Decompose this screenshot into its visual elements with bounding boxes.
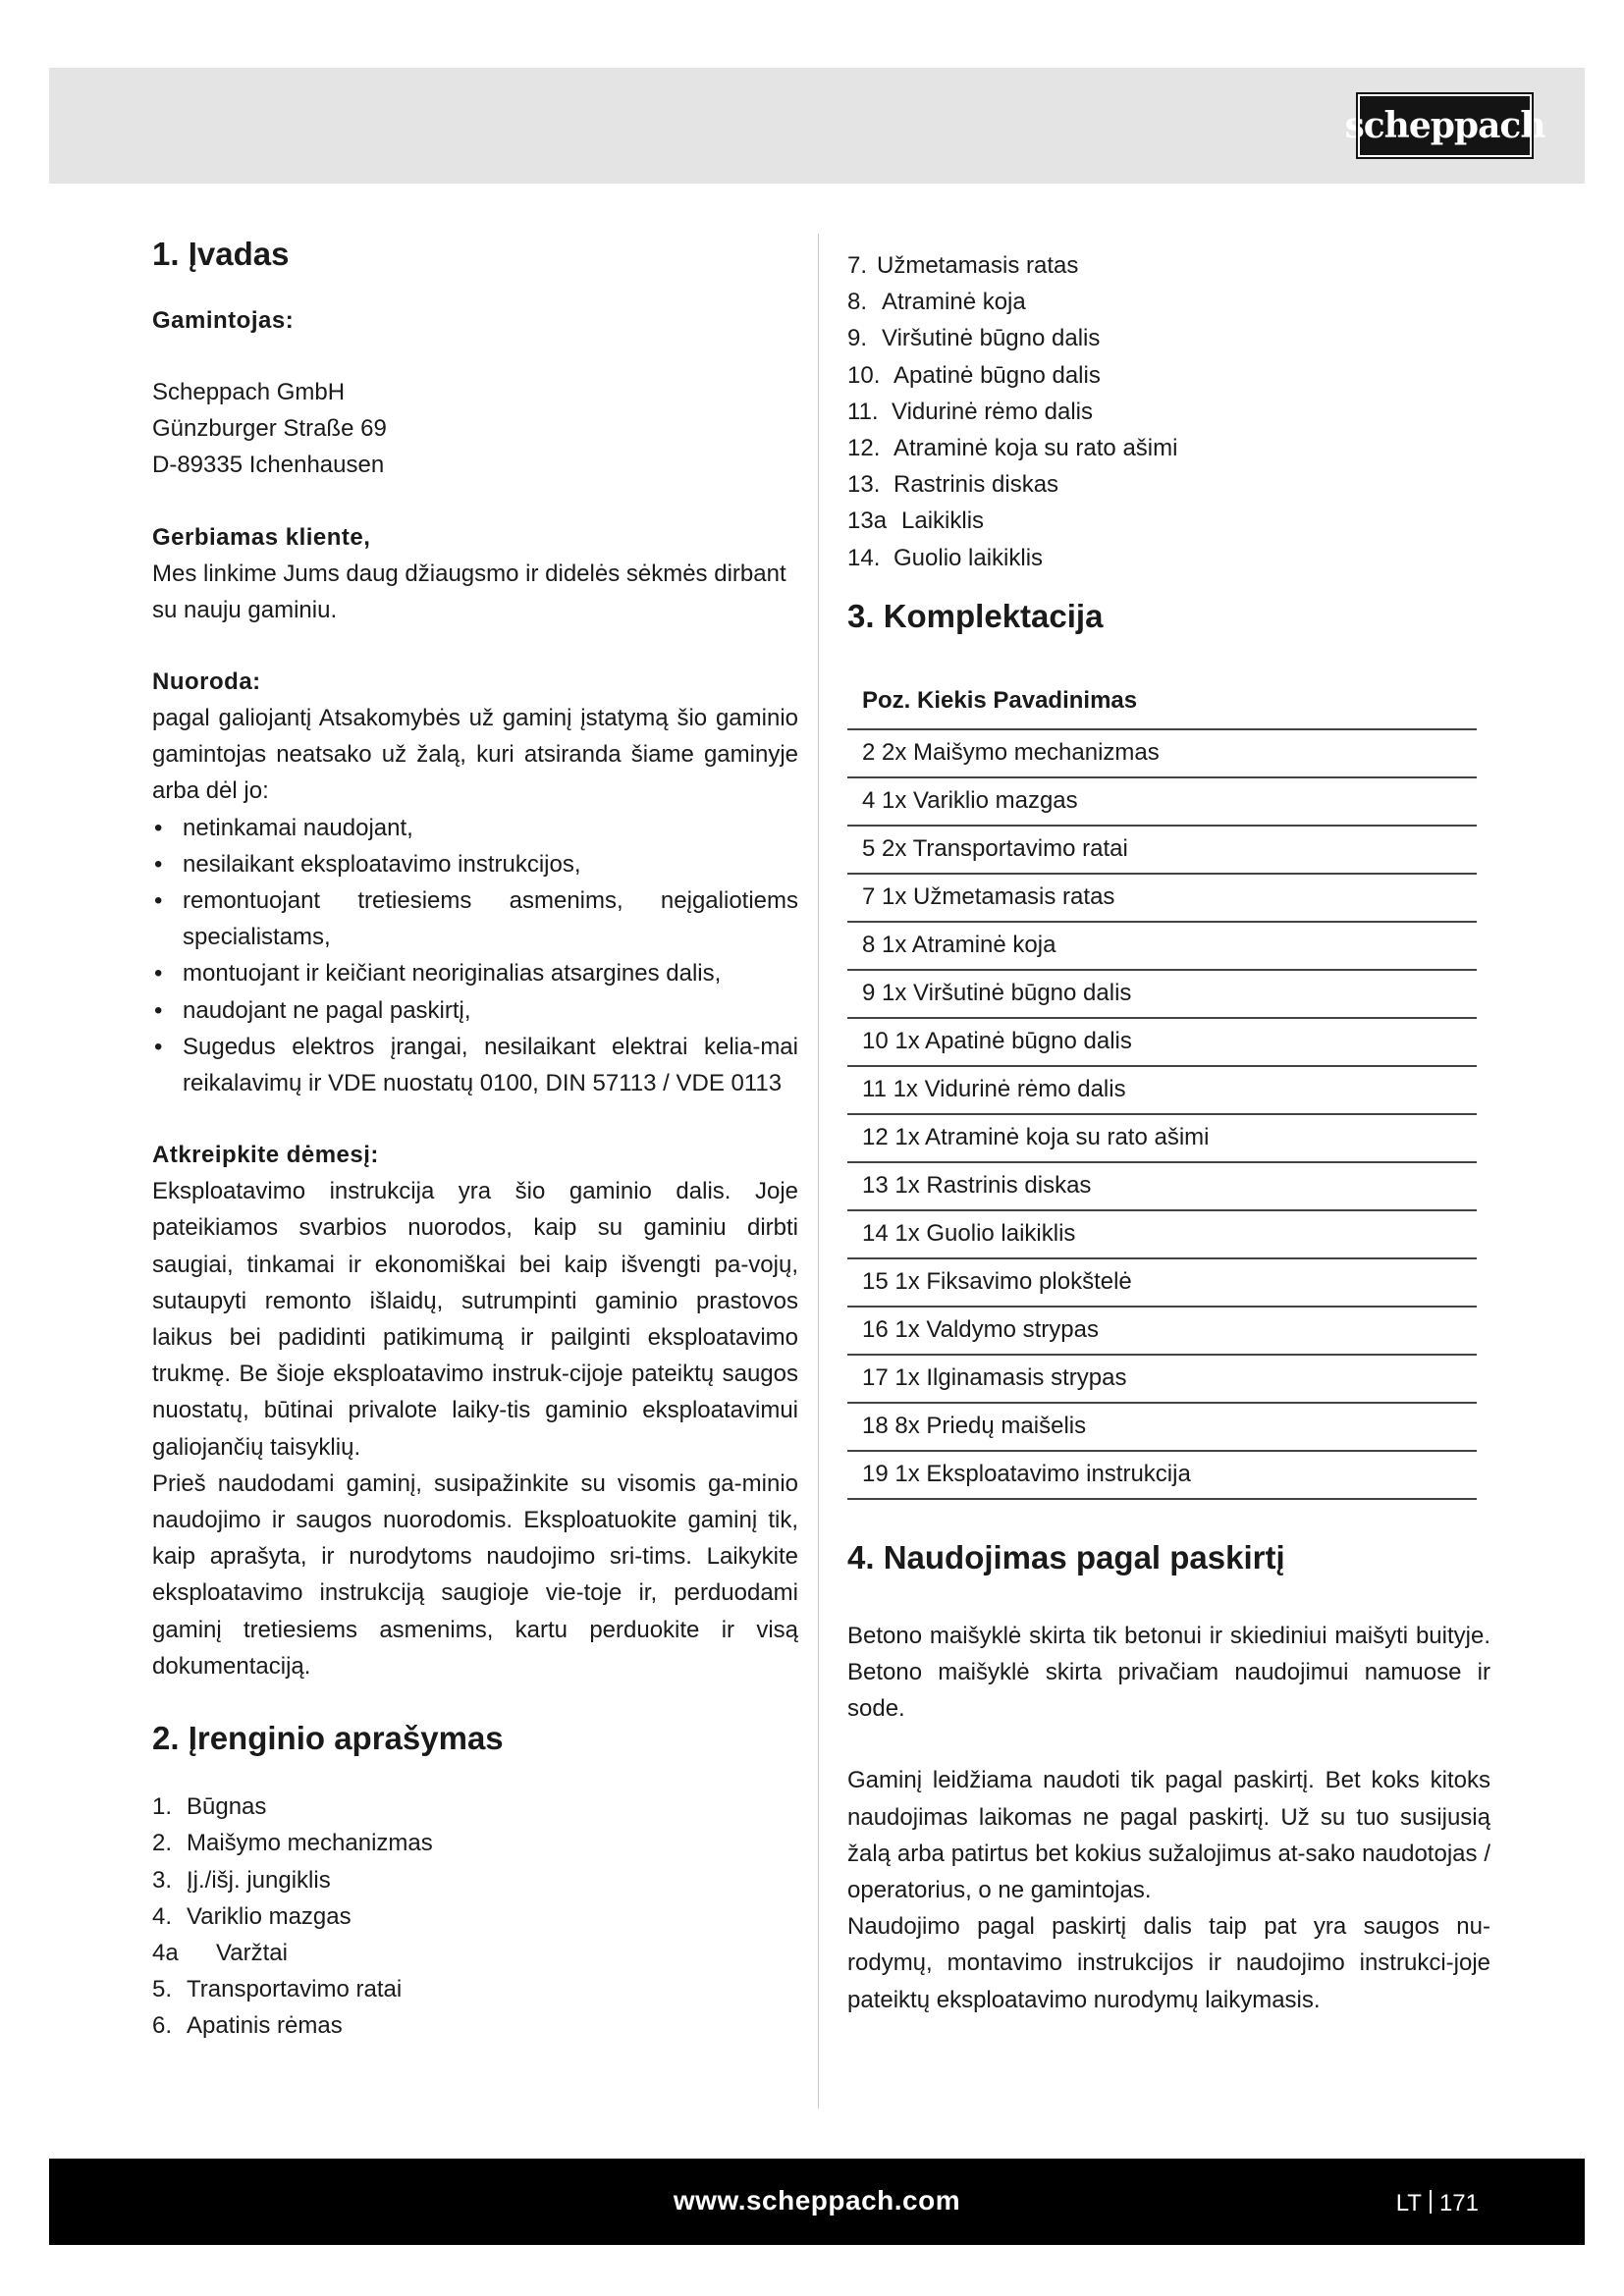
list-item: • Sugedus elektros įrangai, nesilaikant elektrai kelia-mai reikalavimų ir VDE nuostatų 0100, DIN 57113 / VDE 0113 <box>152 1029 798 1101</box>
table-cell: 18 8x Priedų maišelis <box>847 1403 1477 1451</box>
part-number: 13a <box>847 507 888 535</box>
table-cell: 11 1x Vidurinė rėmo dalis <box>847 1066 1477 1114</box>
table-row <box>847 1066 1477 1114</box>
manufacturer-address <box>152 374 798 484</box>
part-name: Atraminė koja <box>882 289 1026 316</box>
table-cell: 5 2x Transportavimo ratai <box>847 826 1477 874</box>
attention-paragraph-2: Prieš naudodami gaminį, susipažinkite su visomis ga-minio naudojimo ir saugos nuorodomis. Eksploatuokite gaminį tik, kaip aprašyta, ir nurodytoms naudojimo sri-tims. Laikykite eksploatavimo instrukciją saugioje vie-toje ir, perduodami gaminį tretiesiems asmenims, kartu perduokite ir visą dokumentaciją. <box>152 1469 798 1680</box>
table-row <box>847 1114 1477 1162</box>
address-line: D-89335 Ichenhausen <box>152 452 385 479</box>
table-row <box>847 922 1477 970</box>
table-row <box>847 1355 1477 1403</box>
list-item: • remontuojant tretiesiems asmenims, neįgaliotiems specialistams, <box>152 882 798 955</box>
greeting-text: Mes linkime Jums daug džiaugsmo ir didelės sėkmės dirbant su nauju gaminiu. <box>152 560 786 623</box>
part-name: Guolio laikiklis <box>893 544 1044 571</box>
note-label: Nuoroda: <box>152 668 261 696</box>
part-name: Užmetamasis ratas <box>877 252 1079 279</box>
part-number: 2. <box>152 1830 173 1857</box>
table-cell: 9 1x Viršutinė būgno dalis <box>847 970 1477 1018</box>
list-item <box>847 394 1490 430</box>
table-row <box>847 826 1477 874</box>
address-line: Scheppach GmbH <box>152 379 346 405</box>
list-item <box>152 1825 798 1861</box>
part-number: 13. <box>847 471 881 499</box>
table-cell: 13 1x Rastrinis diskas <box>847 1162 1477 1210</box>
list-item: • nesilaikant eksploatavimo instrukcijos, <box>152 846 798 882</box>
table-header-row <box>847 673 1477 729</box>
part-name: Varžtai <box>216 1939 288 1966</box>
part-number: 10. <box>847 361 881 389</box>
list-item: • naudojant ne pagal paskirtį, <box>152 992 798 1029</box>
part-number: 1. <box>152 1793 173 1821</box>
note-text: pagal galiojantį Atsakomybės už gaminį įstatymą šio gaminio gamintojas neatsako už žalą, kuri atsiranda šiame gaminyje arba dėl jo: <box>152 705 798 805</box>
part-name: Atraminė koja su rato ašimi <box>893 435 1178 462</box>
footer-bar <box>49 2159 1585 2245</box>
right-column <box>847 247 1490 2018</box>
page-number: 171 <box>1438 2190 1479 2216</box>
contents-table <box>847 673 1477 1500</box>
scheppach-logo <box>1344 94 1545 157</box>
address-line: Günzburger Straße 69 <box>152 415 387 443</box>
list-item <box>847 430 1490 466</box>
list-item <box>152 1862 798 1898</box>
list-item <box>847 466 1490 503</box>
list-item <box>152 1898 798 1935</box>
section-1-title: 1. Įvadas <box>152 236 290 272</box>
separator <box>1430 2190 1432 2214</box>
section-3-title: 3. Komplektacija <box>847 597 1104 634</box>
list-item: • montuojant ir keičiant neoriginalias atsargines dalis, <box>152 955 798 991</box>
table-row <box>847 1210 1477 1258</box>
note-list <box>152 810 798 1102</box>
table-cell: 8 1x Atraminė koja <box>847 922 1477 970</box>
list-item <box>152 2007 798 2044</box>
table-cell: 2 2x Maišymo mechanizmas <box>847 729 1477 777</box>
list-item: • netinkamai naudojant, <box>152 810 798 846</box>
language-code: LT <box>1395 2190 1422 2216</box>
table-cell: 15 1x Fiksavimo plokštelė <box>847 1258 1477 1307</box>
part-number: 8. <box>847 289 868 316</box>
table-row <box>847 777 1477 826</box>
part-name: Variklio mazgas <box>187 1902 352 1930</box>
column-divider <box>818 234 819 2109</box>
table-row <box>847 1451 1477 1499</box>
list-item <box>152 1935 798 1971</box>
part-name: Laikiklis <box>901 507 985 535</box>
manufacturer-label: Gamintojas: <box>152 307 295 334</box>
part-name: Apatinis rėmas <box>187 2012 343 2040</box>
list-item <box>847 247 1490 284</box>
greeting-label: Gerbiamas kliente, <box>152 523 371 551</box>
table-row <box>847 1162 1477 1210</box>
table-cell: 16 1x Valdymo strypas <box>847 1307 1477 1355</box>
logo-text: scheppach <box>1344 105 1545 146</box>
table-row <box>847 1307 1477 1355</box>
table-row <box>847 1018 1477 1066</box>
table-cell: 19 1x Eksploatavimo instrukcija <box>847 1451 1477 1499</box>
part-name: Apatinė būgno dalis <box>893 361 1101 389</box>
part-number: 9. <box>847 325 868 352</box>
usage-paragraph-2: Gaminį leidžiama naudoti tik pagal paskirtį. Bet koks kitoks naudojimas laikomas ne pagal paskirtį. Už su tuo susijusią žalą arba patirtus bet kokius sužalojimus at-sako naudotojas / operatorius, o ne gamintojas. <box>847 1767 1490 1904</box>
parts-list-continued <box>847 247 1490 576</box>
list-item <box>847 357 1490 394</box>
table-header: Poz. Kiekis Pavadinimas <box>847 673 1477 729</box>
part-number: 4a <box>152 1939 179 1966</box>
table-cell: 14 1x Guolio laikiklis <box>847 1210 1477 1258</box>
part-name: Rastrinis diskas <box>893 471 1059 499</box>
website-link[interactable]: www.scheppach.com <box>673 2185 961 2216</box>
part-name: Vidurinė rėmo dalis <box>892 398 1093 425</box>
part-number: 4. <box>152 1902 173 1930</box>
list-item <box>847 503 1490 539</box>
table-row <box>847 729 1477 777</box>
page-indicator <box>1396 2159 1479 2245</box>
table-cell: 17 1x Ilginamasis strypas <box>847 1355 1477 1403</box>
table-cell: 4 1x Variklio mazgas <box>847 777 1477 826</box>
part-number: 5. <box>152 1976 173 2003</box>
usage-paragraph-3: Naudojimo pagal paskirtį dalis taip pat yra saugos nu-rodymų, montavimo instrukcijos ir naudojimo instrukci-joje pateiktų eksploatavimo nurodymų laikymasis. <box>847 1913 1490 2013</box>
part-number: 11. <box>847 398 879 425</box>
list-item <box>847 284 1490 320</box>
list-item <box>152 1971 798 2007</box>
table-row <box>847 874 1477 922</box>
table-cell: 7 1x Užmetamasis ratas <box>847 874 1477 922</box>
section-2-title: 2. Įrenginio aprašymas <box>152 1720 504 1757</box>
parts-list <box>152 1789 798 2044</box>
left-column <box>152 234 798 2045</box>
table-cell: 12 1x Atraminė koja su rato ašimi <box>847 1114 1477 1162</box>
attention-paragraph-1: Eksploatavimo instrukcija yra šio gaminio dalis. Joje pateikiamos svarbios nuorodos, kaip su gaminiu dirbti saugiai, tinkamai ir ekonomiškai bei kaip išvengti pa-vojų, sutaupyti remonto išlaidų, sutrumpinti gaminio prastovos laikus bei padidinti patikimumą ir pailginti eksploatavimo trukmę. Be šioje eksploatavimo instruk-cijoje pateiktų saugos nuostatų, būtinai privalote laiky-tis gaminio eksploatavimui galiojančių taisyklių. <box>152 1178 798 1461</box>
attention-label: Atkreipkite dėmesį: <box>152 1142 379 1169</box>
list-item <box>847 320 1490 356</box>
part-number: 3. <box>152 1866 173 1894</box>
table-row <box>847 1403 1477 1451</box>
usage-paragraph-1: Betono maišyklė skirta tik betonui ir skiediniui maišyti buityje. Betono maišyklė skirta privačiam naudojimui namuose ir sode. <box>847 1622 1490 1723</box>
section-4-title: 4. Naudojimas pagal paskirtį <box>847 1538 1285 1575</box>
table-row <box>847 970 1477 1018</box>
part-name: Transportavimo ratai <box>187 1976 403 2003</box>
table-cell: 10 1x Apatinė būgno dalis <box>847 1018 1477 1066</box>
part-name: Būgnas <box>187 1793 267 1821</box>
part-number: 14. <box>847 544 881 571</box>
part-name: Viršutinė būgno dalis <box>882 325 1101 352</box>
list-item <box>152 1789 798 1825</box>
part-name: Maišymo mechanizmas <box>187 1830 433 1857</box>
table-row <box>847 1258 1477 1307</box>
part-number: 12. <box>847 435 881 462</box>
part-name: Įj./išj. jungiklis <box>187 1866 331 1894</box>
list-item <box>847 540 1490 576</box>
part-number: 7. <box>847 252 868 279</box>
part-number: 6. <box>152 2012 173 2040</box>
